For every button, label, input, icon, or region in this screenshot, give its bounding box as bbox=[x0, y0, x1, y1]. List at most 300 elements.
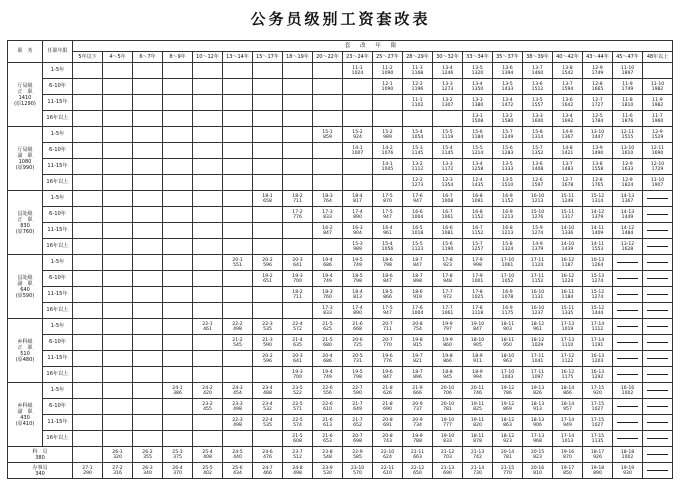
salary-cell bbox=[373, 127, 403, 143]
salary-amount: 650 bbox=[413, 470, 422, 476]
salary-cell bbox=[103, 143, 133, 159]
salary-grade: 15-10 bbox=[530, 209, 545, 215]
salary-amount: 989 bbox=[353, 246, 362, 252]
salary-cell bbox=[553, 335, 583, 351]
salary-grade: 22-5 bbox=[292, 401, 303, 407]
salary-cell bbox=[253, 175, 283, 191]
salary-amount: 690 bbox=[443, 470, 452, 476]
salary-cell bbox=[193, 351, 223, 367]
na-dash bbox=[617, 294, 637, 295]
na-dash bbox=[647, 294, 667, 295]
salary-cell bbox=[193, 447, 223, 463]
salary-grade: 13-4 bbox=[502, 97, 513, 103]
salary-grade: 11-10 bbox=[620, 65, 635, 71]
salary-grade: 21-3 bbox=[262, 337, 273, 343]
salary-cell bbox=[553, 239, 583, 255]
salary-amount: 1380 bbox=[471, 102, 484, 108]
na-dash bbox=[647, 374, 667, 375]
salary-cell bbox=[643, 447, 673, 463]
salary-grade: 16-7 bbox=[472, 225, 483, 231]
salary-cell bbox=[403, 111, 433, 127]
salary-cell bbox=[613, 383, 643, 399]
salary-amount: 947 bbox=[383, 310, 392, 316]
salary-grade: 16-16 bbox=[620, 385, 635, 391]
salary-cell bbox=[313, 319, 343, 335]
salary-cell bbox=[403, 223, 433, 239]
salary-cell bbox=[613, 303, 643, 319]
salary-cell bbox=[283, 463, 313, 479]
column-header: 5年以下 bbox=[73, 52, 103, 63]
salary-amount: 1628 bbox=[621, 246, 634, 252]
salary-amount: 896 bbox=[413, 374, 422, 380]
salary-amount: 1264 bbox=[591, 262, 604, 268]
salary-cell bbox=[73, 415, 103, 431]
salary-cell bbox=[493, 127, 523, 143]
salary-amount: 1110 bbox=[561, 342, 574, 348]
salary-cell bbox=[313, 79, 343, 95]
post-cell bbox=[8, 255, 43, 319]
salary-cell bbox=[583, 271, 613, 287]
salary-cell bbox=[283, 319, 313, 335]
salary-amount: 571 bbox=[293, 406, 302, 412]
salary-cell bbox=[493, 383, 523, 399]
tenure-band: 6-10年 bbox=[43, 399, 73, 415]
salary-grade: 19-4 bbox=[322, 369, 333, 375]
salary-cell bbox=[553, 351, 583, 367]
salary-cell bbox=[73, 255, 103, 271]
salary-cell bbox=[193, 399, 223, 415]
salary-cell bbox=[523, 159, 553, 175]
salary-cell bbox=[283, 207, 313, 223]
salary-amount: 1224 bbox=[561, 278, 574, 284]
salary-cell bbox=[493, 79, 523, 95]
salary-amount: 746 bbox=[473, 390, 482, 396]
salary-cell bbox=[523, 255, 553, 271]
salary-amount: 930 bbox=[623, 470, 632, 476]
salary-grade: 13-7 bbox=[562, 81, 573, 87]
salary-amount: 1320 bbox=[471, 70, 484, 76]
salary-amount: 1090 bbox=[381, 86, 394, 92]
salary-cell bbox=[403, 303, 433, 319]
salary-grade: 17-14 bbox=[560, 433, 575, 439]
salary-grade: 14-9 bbox=[532, 241, 543, 247]
salary-grade: 12-9 bbox=[592, 65, 603, 71]
salary-amount: 1335 bbox=[561, 310, 574, 316]
salary-cell bbox=[493, 463, 523, 479]
salary-grade: 15-6 bbox=[442, 241, 453, 247]
salary-cell bbox=[163, 447, 193, 463]
salary-cell bbox=[373, 143, 403, 159]
salary-cell bbox=[193, 319, 223, 335]
na-dash bbox=[617, 310, 637, 311]
salary-cell bbox=[523, 431, 553, 447]
salary-grade: 13-3 bbox=[442, 161, 453, 167]
salary-grade: 17-2 bbox=[292, 209, 303, 215]
na-dash bbox=[647, 326, 667, 327]
salary-grade: 20-6 bbox=[352, 337, 363, 343]
salary-grade: 16-9 bbox=[502, 209, 513, 215]
salary-grade: 13-8 bbox=[592, 161, 603, 167]
salary-cell bbox=[223, 159, 253, 175]
salary-amount: 1152 bbox=[471, 230, 484, 236]
salary-cell bbox=[403, 191, 433, 207]
salary-grade: 26-4 bbox=[172, 465, 183, 471]
salary-cell bbox=[193, 287, 223, 303]
na-dash bbox=[617, 262, 637, 263]
salary-amount: 522 bbox=[293, 390, 302, 396]
salary-cell bbox=[463, 223, 493, 239]
salary-grade: 20-15 bbox=[530, 449, 545, 455]
column-header: 33～34年 bbox=[463, 52, 493, 63]
salary-cell bbox=[73, 79, 103, 95]
salary-cell bbox=[283, 255, 313, 271]
salary-amount: 653 bbox=[323, 438, 332, 444]
salary-amount: 1542 bbox=[561, 70, 574, 76]
salary-cell bbox=[463, 207, 493, 223]
salary-grade: 11-9 bbox=[622, 81, 633, 87]
salary-cell bbox=[463, 255, 493, 271]
salary-grade: 21-9 bbox=[412, 385, 423, 391]
salary-amount: 1123 bbox=[411, 246, 424, 252]
salary-amount: 1045 bbox=[381, 166, 394, 172]
na-dash bbox=[617, 406, 637, 407]
salary-cell bbox=[493, 367, 523, 383]
salary-amount: 1824 bbox=[621, 182, 634, 188]
salary-amount: 1081 bbox=[441, 230, 454, 236]
salary-cell bbox=[613, 111, 643, 127]
salary-grade: 19-12 bbox=[500, 385, 515, 391]
salary-cell bbox=[523, 367, 553, 383]
salary-amount: 613 bbox=[323, 422, 332, 428]
salary-amount: 890 bbox=[593, 470, 602, 476]
salary-cell bbox=[223, 207, 253, 223]
salary-amount: 498 bbox=[233, 422, 242, 428]
salary-grade: 17-4 bbox=[352, 305, 363, 311]
salary-amount: 1004 bbox=[411, 214, 424, 220]
salary-cell bbox=[403, 399, 433, 415]
salary-cell bbox=[163, 111, 193, 127]
salary-amount: 926 bbox=[593, 454, 602, 460]
salary-amount: 1553 bbox=[591, 246, 604, 252]
salary-grade: 12-7 bbox=[592, 97, 603, 103]
salary-cell bbox=[343, 191, 373, 207]
salary-grade: 13-7 bbox=[532, 65, 543, 71]
salary-cell bbox=[523, 111, 553, 127]
salary-amount: 859 bbox=[323, 134, 332, 140]
salary-cell bbox=[283, 383, 313, 399]
salary-cell bbox=[583, 175, 613, 191]
salary-amount: 1982 bbox=[651, 86, 664, 92]
salary-grade: 16-12 bbox=[560, 369, 575, 375]
salary-grade: 20-11 bbox=[470, 385, 485, 391]
salary-cell bbox=[193, 79, 223, 95]
salary-amount: 488 bbox=[263, 390, 272, 396]
salary-amount: 651 bbox=[263, 278, 272, 284]
salary-grade: 13-3 bbox=[472, 97, 483, 103]
salary-amount: 455 bbox=[203, 406, 212, 412]
salary-grade: 18-6 bbox=[382, 273, 393, 279]
salary-amount: 869 bbox=[503, 406, 512, 412]
salary-amount: 1367 bbox=[561, 134, 574, 140]
salary-cell bbox=[433, 399, 463, 415]
salary-cell bbox=[343, 399, 373, 415]
salary-amount: 498 bbox=[293, 470, 302, 476]
salary-amount: 1090 bbox=[381, 70, 394, 76]
salary-cell bbox=[103, 159, 133, 175]
salary-cell bbox=[433, 335, 463, 351]
salary-cell bbox=[223, 319, 253, 335]
salary-amount: 1727 bbox=[591, 102, 604, 108]
salary-grade: 11-10 bbox=[650, 177, 665, 183]
table-row bbox=[8, 287, 673, 303]
salary-cell bbox=[433, 303, 463, 319]
salary-amount: 610 bbox=[383, 470, 392, 476]
salary-cell bbox=[613, 367, 643, 383]
salary-cell bbox=[433, 191, 463, 207]
salary-cell bbox=[403, 207, 433, 223]
salary-grade: 17-11 bbox=[530, 273, 545, 279]
salary-grade: 14-10 bbox=[560, 225, 575, 231]
salary-cell bbox=[103, 431, 133, 447]
salary-grade: 19-8 bbox=[412, 337, 423, 343]
salary-amount: 798 bbox=[353, 278, 362, 284]
salary-cell bbox=[253, 223, 283, 239]
salary-amount: 788 bbox=[413, 438, 422, 444]
salary-cell bbox=[553, 447, 583, 463]
salary-cell bbox=[253, 351, 283, 367]
tenure-band: 1-5年 bbox=[43, 191, 73, 207]
salary-grade: 17-13 bbox=[560, 337, 575, 343]
salary-amount: 770 bbox=[503, 470, 512, 476]
post-line: 510 bbox=[20, 350, 30, 357]
salary-cell bbox=[223, 431, 253, 447]
salary-grade: 23-8 bbox=[322, 449, 333, 455]
salary-grade: 15-11 bbox=[560, 209, 575, 215]
salary-cell bbox=[613, 463, 643, 479]
salary-cell bbox=[403, 63, 433, 79]
salary-grade: 12-7 bbox=[562, 177, 573, 183]
salary-grade: 24-8 bbox=[292, 465, 303, 471]
salary-cell bbox=[343, 255, 373, 271]
salary-cell bbox=[643, 79, 673, 95]
salary-amount: 652 bbox=[353, 422, 362, 428]
salary-cell bbox=[343, 463, 373, 479]
salary-grade: 16-8 bbox=[502, 225, 513, 231]
tenure-band: 16年以上 bbox=[43, 239, 73, 255]
na-dash bbox=[647, 230, 667, 231]
salary-cell bbox=[403, 415, 433, 431]
salary-cell bbox=[643, 239, 673, 255]
salary-grade: 15-3 bbox=[352, 241, 363, 247]
salary-grade: 18-7 bbox=[412, 257, 423, 263]
salary-grade: 15-8 bbox=[532, 129, 543, 135]
salary-amount: 1876 bbox=[621, 118, 634, 124]
salary-cell bbox=[223, 223, 253, 239]
salary-cell bbox=[313, 303, 343, 319]
salary-amount: 749 bbox=[323, 278, 332, 284]
salary-amount: 1246 bbox=[441, 70, 454, 76]
salary-grade: 17-5 bbox=[382, 305, 393, 311]
salary-amount: 698 bbox=[353, 438, 362, 444]
salary-grade: 13-7 bbox=[562, 161, 573, 167]
salary-cell bbox=[583, 463, 613, 479]
salary-grade: 18-1 bbox=[262, 193, 273, 199]
salary-cell bbox=[583, 111, 613, 127]
salary-cell bbox=[643, 463, 673, 479]
salary-grade: 22-4 bbox=[292, 321, 303, 327]
na-dash bbox=[647, 198, 667, 199]
salary-grade: 20-3 bbox=[292, 353, 303, 359]
salary-cell bbox=[613, 335, 643, 351]
salary-amount: 1354 bbox=[441, 182, 454, 188]
salary-cell bbox=[73, 431, 103, 447]
salary-cell bbox=[283, 415, 313, 431]
salary-cell bbox=[73, 399, 103, 415]
na-dash bbox=[647, 310, 667, 311]
salary-cell bbox=[313, 399, 343, 415]
salary-cell bbox=[193, 207, 223, 223]
salary-amount: 1213 bbox=[501, 214, 514, 220]
salary-cell bbox=[583, 63, 613, 79]
salary-cell bbox=[163, 287, 193, 303]
salary-grade: 17-11 bbox=[530, 369, 545, 375]
salary-grade: 12-4 bbox=[472, 177, 483, 183]
salary-cell bbox=[283, 287, 313, 303]
salary-cell bbox=[613, 207, 643, 223]
salary-cell bbox=[643, 287, 673, 303]
salary-amount: 847 bbox=[383, 278, 392, 284]
salary-cell bbox=[253, 399, 283, 415]
salary-cell bbox=[133, 367, 163, 383]
salary-cell bbox=[643, 191, 673, 207]
salary-grade: 18-11 bbox=[500, 337, 515, 343]
salary-cell bbox=[253, 303, 283, 319]
salary-amount: 1435 bbox=[471, 182, 484, 188]
salary-amount: 1324 bbox=[501, 246, 514, 252]
salary-cell bbox=[253, 383, 283, 399]
na-dash bbox=[647, 438, 667, 439]
salary-grade: 27-1 bbox=[82, 465, 93, 471]
salary-grade: 19-11 bbox=[470, 401, 485, 407]
salary-cell bbox=[433, 271, 463, 287]
salary-cell bbox=[73, 207, 103, 223]
salary-cell bbox=[643, 127, 673, 143]
salary-cell bbox=[313, 255, 343, 271]
salary-cell bbox=[373, 399, 403, 415]
salary-amount: 1379 bbox=[531, 246, 544, 252]
salary-cell bbox=[523, 63, 553, 79]
salary-cell bbox=[343, 319, 373, 335]
salary-cell bbox=[373, 79, 403, 95]
salary-cell bbox=[133, 255, 163, 271]
header-years: 任职年限 bbox=[43, 41, 73, 63]
salary-grade: 17-14 bbox=[590, 321, 605, 327]
salary-cell bbox=[373, 95, 403, 111]
table-row bbox=[8, 175, 673, 191]
salary-cell bbox=[73, 175, 103, 191]
salary-cell bbox=[643, 319, 673, 335]
tenure-band: 1-5年 bbox=[43, 255, 73, 271]
salary-grade: 15-9 bbox=[532, 225, 543, 231]
salary-cell bbox=[373, 335, 403, 351]
salary-amount: 798 bbox=[353, 374, 362, 380]
salary-amount: 1112 bbox=[591, 326, 604, 332]
salary-amount: 1175 bbox=[501, 310, 514, 316]
salary-amount: 1184 bbox=[471, 134, 484, 140]
salary-cell bbox=[313, 159, 343, 175]
salary-amount: 890 bbox=[353, 214, 362, 220]
salary-grade: 13-6 bbox=[532, 161, 543, 167]
salary-cell bbox=[583, 335, 613, 351]
salary-cell bbox=[163, 415, 193, 431]
salary-amount: 870 bbox=[563, 454, 572, 460]
salary-cell bbox=[493, 431, 523, 447]
salary-cell bbox=[373, 447, 403, 463]
salary-amount: 532 bbox=[263, 406, 272, 412]
salary-cell bbox=[553, 287, 583, 303]
salary-grade: 17-15 bbox=[590, 385, 605, 391]
salary-grade: 16-12 bbox=[560, 273, 575, 279]
salary-cell bbox=[463, 127, 493, 143]
salary-cell bbox=[133, 159, 163, 175]
salary-cell bbox=[493, 447, 523, 463]
na-dash bbox=[647, 422, 667, 423]
salary-amount: 742 bbox=[473, 454, 482, 460]
salary-amount: 1145 bbox=[411, 150, 424, 156]
salary-amount: 1214 bbox=[471, 150, 484, 156]
salary-amount: 1307 bbox=[441, 102, 454, 108]
salary-cell bbox=[313, 463, 343, 479]
salary-amount: 1029 bbox=[531, 342, 544, 348]
salary-amount: 691 bbox=[383, 422, 392, 428]
salary-cell bbox=[193, 463, 223, 479]
salary-cell bbox=[103, 463, 133, 479]
salary-amount: 1152 bbox=[471, 214, 484, 220]
salary-cell bbox=[613, 79, 643, 95]
salary-cell bbox=[433, 367, 463, 383]
salary-grade: 20-4 bbox=[322, 353, 333, 359]
salary-cell bbox=[193, 223, 223, 239]
salary-grade: 17-15 bbox=[590, 417, 605, 423]
salary-cell bbox=[403, 95, 433, 111]
salary-cell bbox=[253, 335, 283, 351]
post-line: (原990) bbox=[15, 164, 35, 171]
salary-cell bbox=[523, 287, 553, 303]
salary-grade: 17-13 bbox=[560, 321, 575, 327]
na-dash bbox=[617, 374, 637, 375]
table-row bbox=[8, 399, 673, 415]
salary-cell bbox=[283, 335, 313, 351]
salary-cell bbox=[553, 463, 583, 479]
salary-amount: 700 bbox=[293, 278, 302, 284]
tenure-band: 11-15年 bbox=[43, 351, 73, 367]
salary-cell bbox=[523, 239, 553, 255]
salary-grade: 19-11 bbox=[470, 417, 485, 423]
salary-amount: 947 bbox=[383, 214, 392, 220]
salary-grade: 11-1 bbox=[412, 97, 423, 103]
salary-cell bbox=[523, 223, 553, 239]
salary-grade: 12-2 bbox=[412, 81, 423, 87]
salary-cell bbox=[463, 239, 493, 255]
salary-grade: 16-13 bbox=[590, 369, 605, 375]
salary-cell bbox=[403, 383, 433, 399]
salary-amount: 1191 bbox=[591, 342, 604, 348]
salary-grade: 18-2 bbox=[292, 289, 303, 295]
salary-amount: 1421 bbox=[561, 150, 574, 156]
salary-cell bbox=[103, 447, 133, 463]
salary-cell bbox=[343, 431, 373, 447]
salary-amount: 847 bbox=[413, 262, 422, 268]
